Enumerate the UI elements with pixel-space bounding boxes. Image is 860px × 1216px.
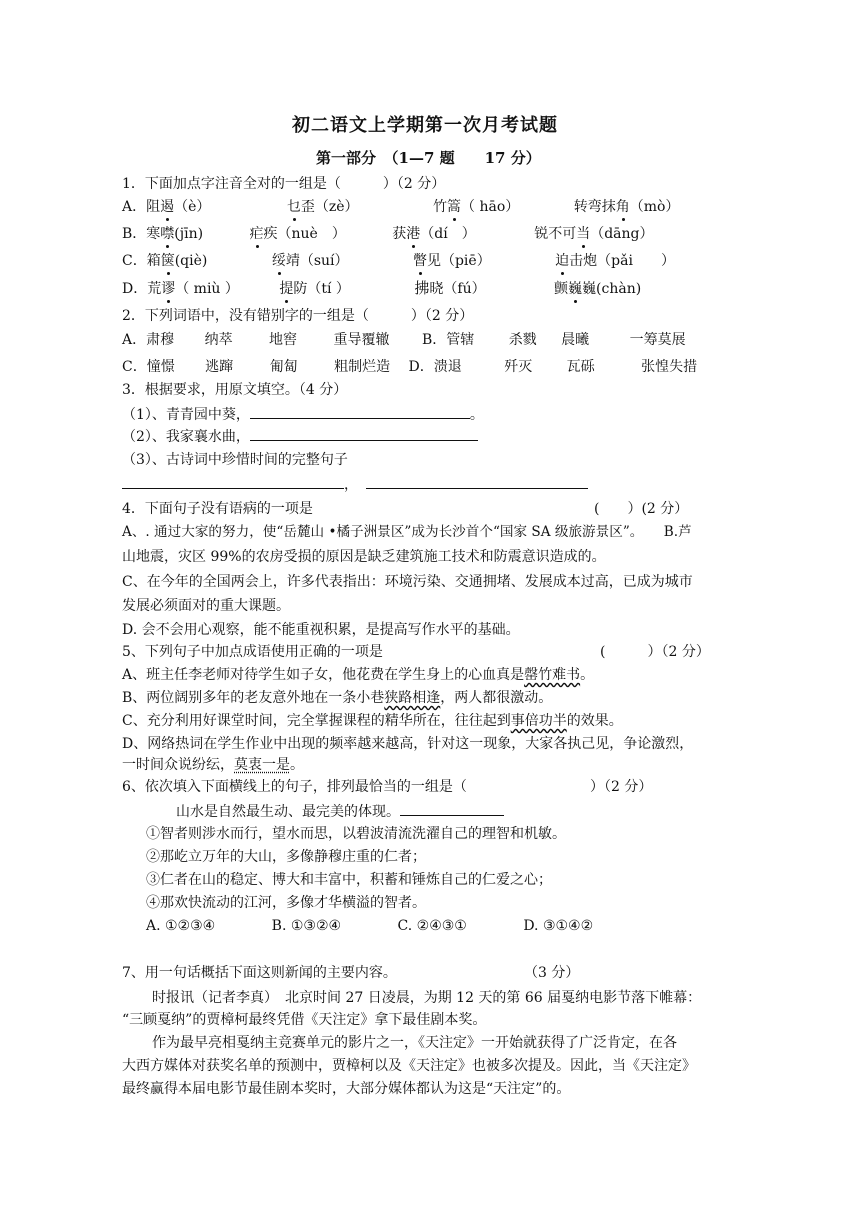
q7-news-p1-line1: 时报讯（记者李真） 北京时间 27 日凌晨，为期 12 天的第 66 届戛纳电影节落下帷幕： [152,990,702,1006]
answer-blank[interactable] [250,426,478,441]
idiom: 罄竹难书 [524,667,581,683]
q3-item-3: （3）、古诗词中珍惜时间的完整句子 [122,452,348,468]
idiom: 狭路相逢 [384,690,441,706]
q7-stem: 7、用一句话概括下面这则新闻的主要内容。 [122,965,397,981]
q3-item-2: （2）、我家襄水曲， [122,426,478,447]
q7-news-p1-line2: “三顾戛纳”的贾樟柯最终凭借《天注定》拿下最佳剧本奖。 [122,1012,487,1028]
q3-item-3-blanks: ， [122,474,588,495]
q7-news-p2-line2: 大西方媒体对获奖名单的预测中，贾樟柯以及《天注定》也被多次提及。因此，当《天注定》 [122,1058,696,1074]
q6-sentence-2: ②那屹立万年的大山，多像静穆庄重的仁者； [146,849,426,865]
q2-stem: 2．下列词语中，没有错别字的一组是（ ）（2 分） [122,308,474,324]
q4-option-c-line2: 发展必须面对的重大课题。 [122,598,290,614]
q5-option-a: A、班主任李老师对待学生如子女，他花费在学生身上的心血真是罄竹难书。 [122,667,595,683]
answer-blank[interactable] [122,474,344,489]
idiom: 莫衷一是 [234,757,290,773]
q7-score: （3 分） [524,965,580,981]
q4-option-a-line2: 山地震，灾区 99%的农房受损的原因是缺乏建筑施工技术和防震意识造成的。 [122,549,606,565]
q4-option-d: D. 会不会用心观察，能不能重视积累，是提高写作水平的基础。 [122,622,520,638]
q5-option-b: B、两位阔别多年的老友意外地在一条小巷狭路相逢，两人都很激动。 [122,690,553,706]
answer-blank[interactable] [400,801,504,816]
q6-sentence-3: ③仁者在山的稳定、博大和丰富中，积蓄和锤炼自己的仁爱之心； [146,872,552,888]
q2-row-cd: C．憧憬 逃蹿 匍匐 粗制烂造 D．溃退 歼灭 瓦砾 张惶失措 [122,359,698,375]
q5-option-d-line1: D、网络热词在学生作业中出现的频率越来越高，针对这一现象，大家各执己见，争论激烈， [122,736,694,752]
answer-blank[interactable] [250,404,470,419]
q6-score: ）（2 分） [590,779,653,795]
q3-stem: 3．根据要求，用原文填空。（4 分） [122,382,348,398]
page-title: 初二语文上学期第一次月考试题 [292,115,558,136]
q4-option-a-line1: A、. 通过大家的努力，使“岳麓山 •橘子洲景区”成为长沙首个“国家 SA 级旅游景区”。 B.芦 [122,524,692,540]
q7-news-p2-line3: 最终赢得本届电影节最佳剧本奖时，大部分媒体都认为这是“天注定”的。 [122,1081,571,1097]
q4-option-c-line1: C、在今年的全国两会上，许多代表指出：环境污染、交通拥堵、发展成本过高，已成为城市 [122,574,693,590]
q7-news-p2-line1: 作为最早亮相戛纳主竞赛单元的影片之一，《天注定》一开始就获得了广泛肯定，在各 [152,1035,677,1051]
q6-sentence-4: ④那欢快流动的江河，多像才华横溢的智者。 [146,895,426,911]
q6-stem: 6、依次填入下面横线上的句子，排列最恰当的一组是（ [122,779,467,795]
q6-sentence-1: ①智者则涉水而行，望水而思，以碧波清流洗濯自己的理智和机敏。 [146,826,566,842]
q5-stem: 5、下列句子中加点成语使用正确的一项是 [122,644,383,660]
q1-option-d: D．荒谬（ miù ） 提防（tí ） 拂晓（fú） 颤巍巍(chàn) [122,279,642,297]
q5-score: ( ）（2 分） [600,644,710,660]
q1-stem: 1．下面加点字注音全对的一组是（ ）（2 分） [122,176,446,192]
q1-option-b: B．寒噤(jīn) 疟疾（nuè ） 获港（dí ） 锐不可当（dāng） [122,226,654,242]
q6-options: A. ①②③④ B. ①③②④ C. ②④③① D. ③①④② [146,918,594,934]
q6-lead: 山水是自然最生动、最完美的体现。 [176,801,504,822]
q4-score: ( ）(2 分） [594,501,689,517]
q4-stem: 4．下面句子没有语病的一项是 [122,501,313,517]
idiom: 事倍功半 [510,713,567,729]
answer-blank[interactable] [366,474,588,489]
q1-option-c: C．箱箧(qiè) 绥靖（suí） 瞥见（piē） 迫击炮（pǎi ） [122,253,675,269]
q3-item-1: （1）、青青园中葵， 。 [122,404,484,425]
q2-row-ab: A．肃穆 纳萃 地窖 重导覆辙 B．管辖 杀戮 晨曦 一筹莫展 [122,332,686,348]
q5-option-c: C、充分利用好课堂时间，完全掌握课程的精华所在，往往起到事倍功半的效果。 [122,713,623,729]
q5-option-d-line2: 一时间众说纷纭，莫衷一是。 [122,757,304,773]
section-heading: 第一部分 （1—7 题 17 分） [316,149,541,167]
q1-option-a: A．阻遏（è） 乜歪（zè） 竹篙（ hāo） 转弯抹角（mò） [122,199,680,215]
